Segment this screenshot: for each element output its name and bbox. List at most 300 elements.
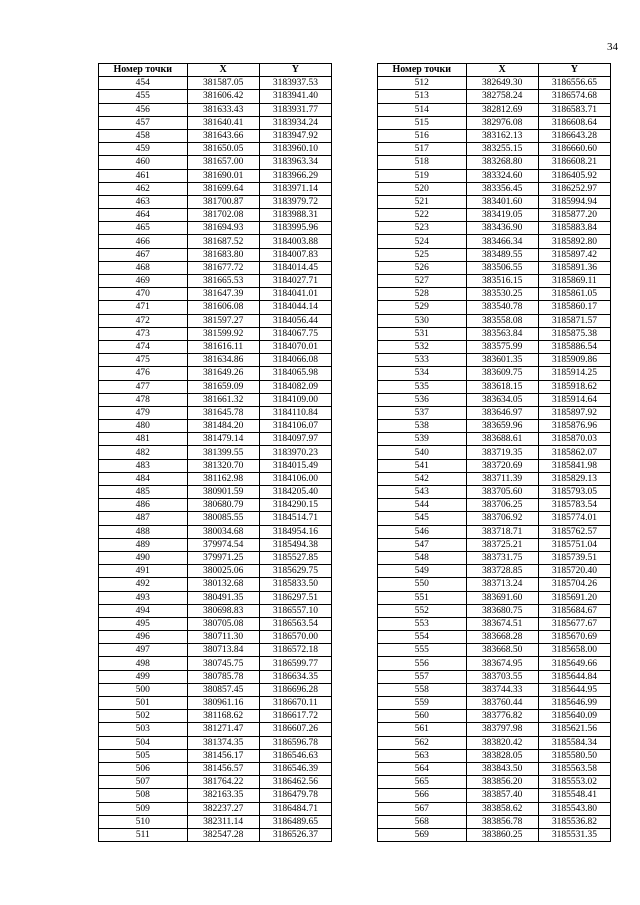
cell-point-number: 503 <box>99 723 188 736</box>
cell-point-number: 548 <box>378 551 467 564</box>
cell-x: 381587.05 <box>187 77 259 90</box>
cell-y: 3185918.62 <box>538 380 610 393</box>
table-row <box>378 354 611 367</box>
cell-y: 3185860.17 <box>538 301 610 314</box>
cell-point-number: 495 <box>99 617 188 630</box>
cell-point-number: 520 <box>378 182 467 195</box>
header-point-number: Номер точки <box>99 64 188 77</box>
cell-x: 380713.84 <box>187 644 259 657</box>
table-row <box>378 90 611 103</box>
cell-x: 380705.08 <box>187 617 259 630</box>
cell-x: 381702.08 <box>187 209 259 222</box>
cell-x: 380034.68 <box>187 525 259 538</box>
table-row <box>99 143 332 156</box>
cell-x: 381699.64 <box>187 182 259 195</box>
cell-x: 381694.93 <box>187 222 259 235</box>
cell-y: 3184067.75 <box>259 327 331 340</box>
cell-x: 381456.17 <box>187 749 259 762</box>
cell-y: 3185783.54 <box>538 499 610 512</box>
cell-x: 382812.69 <box>466 103 538 116</box>
cell-x: 383356.45 <box>466 182 538 195</box>
cell-x: 383516.15 <box>466 275 538 288</box>
table-row <box>378 538 611 551</box>
cell-y: 3185914.25 <box>538 367 610 380</box>
cell-x: 382163.35 <box>187 789 259 802</box>
cell-point-number: 555 <box>378 644 467 657</box>
cell-x: 383843.50 <box>466 762 538 775</box>
cell-y: 3185897.92 <box>538 406 610 419</box>
cell-x: 382758.24 <box>466 90 538 103</box>
cell-point-number: 556 <box>378 657 467 670</box>
cell-point-number: 567 <box>378 802 467 815</box>
cell-point-number: 475 <box>99 354 188 367</box>
table-row <box>378 617 611 630</box>
cell-x: 381665.53 <box>187 275 259 288</box>
cell-x: 381650.05 <box>187 143 259 156</box>
table-row <box>99 77 332 90</box>
cell-y: 3186557.10 <box>259 604 331 617</box>
table-row <box>99 565 332 578</box>
table-row <box>378 828 611 841</box>
cell-x: 383860.25 <box>466 828 538 841</box>
cell-x: 381616.11 <box>187 340 259 353</box>
header-point-number: Номер точки <box>378 64 467 77</box>
table-row <box>378 486 611 499</box>
table-row <box>378 156 611 169</box>
table-row <box>99 591 332 604</box>
cell-y: 3185704.26 <box>538 578 610 591</box>
cell-x: 383618.15 <box>466 380 538 393</box>
table-row <box>378 446 611 459</box>
cell-point-number: 500 <box>99 683 188 696</box>
cell-point-number: 509 <box>99 802 188 815</box>
table-row <box>378 670 611 683</box>
cell-x: 383731.75 <box>466 551 538 564</box>
table-row <box>378 314 611 327</box>
cell-y: 3186462.56 <box>259 776 331 789</box>
table-row <box>99 789 332 802</box>
cell-x: 382976.08 <box>466 116 538 129</box>
cell-y: 3186484.71 <box>259 802 331 815</box>
cell-x: 380698.83 <box>187 604 259 617</box>
table-row <box>378 789 611 802</box>
cell-x: 381484.20 <box>187 420 259 433</box>
cell-y: 3183971.14 <box>259 182 331 195</box>
cell-point-number: 513 <box>378 90 467 103</box>
cell-point-number: 462 <box>99 182 188 195</box>
cell-y: 3184205.40 <box>259 486 331 499</box>
cell-y: 3184954.16 <box>259 525 331 538</box>
cell-point-number: 561 <box>378 723 467 736</box>
cell-x: 381657.00 <box>187 156 259 169</box>
table-row <box>99 538 332 551</box>
cell-point-number: 544 <box>378 499 467 512</box>
cell-y: 3186608.64 <box>538 116 610 129</box>
table-row <box>378 275 611 288</box>
table-row <box>378 723 611 736</box>
cell-x: 380491.35 <box>187 591 259 604</box>
cell-point-number: 512 <box>378 77 467 90</box>
table-row <box>99 578 332 591</box>
table-row <box>378 406 611 419</box>
cell-point-number: 487 <box>99 512 188 525</box>
cell-x: 383856.20 <box>466 776 538 789</box>
table-row <box>378 512 611 525</box>
table-row <box>378 697 611 710</box>
cell-y: 3186596.78 <box>259 736 331 749</box>
cell-x: 383563.84 <box>466 327 538 340</box>
cell-x: 383255.15 <box>466 143 538 156</box>
cell-point-number: 518 <box>378 156 467 169</box>
cell-y: 3185909.86 <box>538 354 610 367</box>
cell-point-number: 464 <box>99 209 188 222</box>
cell-x: 383706.92 <box>466 512 538 525</box>
cell-x: 381606.08 <box>187 301 259 314</box>
cell-x: 383706.25 <box>466 499 538 512</box>
table-row <box>378 143 611 156</box>
table-row <box>99 670 332 683</box>
cell-x: 383401.60 <box>466 195 538 208</box>
cell-x: 379974.54 <box>187 538 259 551</box>
cell-x: 381700.87 <box>187 195 259 208</box>
cell-x: 382649.30 <box>466 77 538 90</box>
table-row <box>378 644 611 657</box>
cell-point-number: 527 <box>378 275 467 288</box>
cell-point-number: 546 <box>378 525 467 538</box>
table-row <box>99 235 332 248</box>
cell-point-number: 471 <box>99 301 188 314</box>
table-row <box>378 235 611 248</box>
cell-x: 381677.72 <box>187 261 259 274</box>
cell-point-number: 569 <box>378 828 467 841</box>
cell-x: 383713.24 <box>466 578 538 591</box>
cell-point-number: 535 <box>378 380 467 393</box>
table-row <box>378 578 611 591</box>
table-row <box>99 604 332 617</box>
cell-point-number: 522 <box>378 209 467 222</box>
cell-y: 3184066.08 <box>259 354 331 367</box>
cell-y: 3185862.07 <box>538 446 610 459</box>
cell-point-number: 531 <box>378 327 467 340</box>
cell-x: 380132.68 <box>187 578 259 591</box>
cell-point-number: 468 <box>99 261 188 274</box>
table-row <box>378 776 611 789</box>
cell-x: 382547.28 <box>187 828 259 841</box>
cell-point-number: 523 <box>378 222 467 235</box>
cell-point-number: 483 <box>99 459 188 472</box>
cell-point-number: 552 <box>378 604 467 617</box>
cell-y: 3186252.97 <box>538 182 610 195</box>
cell-point-number: 537 <box>378 406 467 419</box>
cell-x: 381647.39 <box>187 288 259 301</box>
table-row <box>99 327 332 340</box>
cell-y: 3185871.57 <box>538 314 610 327</box>
table-row <box>99 749 332 762</box>
cell-y: 3185886.54 <box>538 340 610 353</box>
table-row <box>99 340 332 353</box>
cell-point-number: 568 <box>378 815 467 828</box>
table-row <box>378 565 611 578</box>
table-row <box>99 644 332 657</box>
cell-point-number: 457 <box>99 116 188 129</box>
table-row <box>99 380 332 393</box>
cell-y: 3186643.28 <box>538 129 610 142</box>
cell-y: 3184106.07 <box>259 420 331 433</box>
table-row <box>99 169 332 182</box>
cell-point-number: 484 <box>99 472 188 485</box>
table-row <box>99 433 332 446</box>
cell-y: 3185691.20 <box>538 591 610 604</box>
cell-point-number: 463 <box>99 195 188 208</box>
cell-y: 3185739.51 <box>538 551 610 564</box>
cell-y: 3184014.45 <box>259 261 331 274</box>
table-row <box>378 288 611 301</box>
cell-x: 383668.50 <box>466 644 538 657</box>
cell-y: 3185875.38 <box>538 327 610 340</box>
cell-y: 3186297.51 <box>259 591 331 604</box>
cell-point-number: 473 <box>99 327 188 340</box>
cell-y: 3185892.80 <box>538 235 610 248</box>
cell-x: 383609.75 <box>466 367 538 380</box>
cell-y: 3184056.44 <box>259 314 331 327</box>
cell-point-number: 550 <box>378 578 467 591</box>
cell-x: 383674.51 <box>466 617 538 630</box>
cell-y: 3185994.94 <box>538 195 610 208</box>
cell-x: 380961.16 <box>187 697 259 710</box>
cell-y: 3185774.01 <box>538 512 610 525</box>
table-row <box>378 499 611 512</box>
cell-y: 3185793.05 <box>538 486 610 499</box>
table-row <box>99 367 332 380</box>
table-row <box>99 723 332 736</box>
cell-x: 382311.14 <box>187 815 259 828</box>
cell-x: 381690.01 <box>187 169 259 182</box>
cell-y: 3183963.34 <box>259 156 331 169</box>
cell-point-number: 465 <box>99 222 188 235</box>
cell-y: 3185841.98 <box>538 459 610 472</box>
table-row <box>99 486 332 499</box>
cell-point-number: 470 <box>99 288 188 301</box>
cell-y: 3185720.40 <box>538 565 610 578</box>
table-row <box>99 446 332 459</box>
cell-point-number: 534 <box>378 367 467 380</box>
cell-y: 3184041.01 <box>259 288 331 301</box>
cell-point-number: 547 <box>378 538 467 551</box>
cell-x: 383659.96 <box>466 420 538 433</box>
cell-x: 383711.39 <box>466 472 538 485</box>
cell-y: 3183988.31 <box>259 209 331 222</box>
cell-y: 3184070.01 <box>259 340 331 353</box>
cell-point-number: 476 <box>99 367 188 380</box>
cell-point-number: 492 <box>99 578 188 591</box>
cell-point-number: 519 <box>378 169 467 182</box>
cell-point-number: 563 <box>378 749 467 762</box>
table-header-row <box>378 64 611 77</box>
cell-y: 3185649.66 <box>538 657 610 670</box>
cell-y: 3184106.00 <box>259 472 331 485</box>
cell-y: 3185891.36 <box>538 261 610 274</box>
cell-y: 3184027.71 <box>259 275 331 288</box>
table-row <box>378 459 611 472</box>
table-row <box>378 525 611 538</box>
cell-x: 383705.60 <box>466 486 538 499</box>
cell-x: 380025.06 <box>187 565 259 578</box>
cell-x: 383601.35 <box>466 354 538 367</box>
cell-y: 3183966.29 <box>259 169 331 182</box>
cell-point-number: 502 <box>99 710 188 723</box>
cell-y: 3185531.35 <box>538 828 610 841</box>
cell-x: 380785.78 <box>187 670 259 683</box>
cell-y: 3186563.54 <box>259 617 331 630</box>
cell-x: 381683.80 <box>187 248 259 261</box>
cell-x: 381479.14 <box>187 433 259 446</box>
cell-point-number: 454 <box>99 77 188 90</box>
cell-point-number: 516 <box>378 129 467 142</box>
table-header-row <box>99 64 332 77</box>
cell-y: 3186660.60 <box>538 143 610 156</box>
cell-y: 3185914.64 <box>538 393 610 406</box>
cell-x: 383691.60 <box>466 591 538 604</box>
cell-x: 383720.69 <box>466 459 538 472</box>
cell-point-number: 458 <box>99 129 188 142</box>
table-row <box>99 802 332 815</box>
cell-point-number: 558 <box>378 683 467 696</box>
cell-y: 3185629.75 <box>259 565 331 578</box>
cell-x: 383646.97 <box>466 406 538 419</box>
table-row <box>99 156 332 169</box>
cell-point-number: 551 <box>378 591 467 604</box>
cell-y: 3186617.72 <box>259 710 331 723</box>
table-row <box>99 288 332 301</box>
table-row <box>99 762 332 775</box>
table-row <box>99 525 332 538</box>
cell-y: 3185621.56 <box>538 723 610 736</box>
cell-point-number: 505 <box>99 749 188 762</box>
table-row <box>99 129 332 142</box>
cell-x: 381633.43 <box>187 103 259 116</box>
cell-point-number: 553 <box>378 617 467 630</box>
cell-point-number: 515 <box>378 116 467 129</box>
cell-y: 3184003.88 <box>259 235 331 248</box>
cell-y: 3185762.57 <box>538 525 610 538</box>
cell-y: 3185548.41 <box>538 789 610 802</box>
table-row <box>99 182 332 195</box>
cell-point-number: 557 <box>378 670 467 683</box>
table-row <box>378 710 611 723</box>
cell-point-number: 524 <box>378 235 467 248</box>
cell-y: 3186526.37 <box>259 828 331 841</box>
cell-x: 383268.80 <box>466 156 538 169</box>
cell-point-number: 559 <box>378 697 467 710</box>
table-row <box>378 222 611 235</box>
cell-x: 381456.57 <box>187 762 259 775</box>
cell-y: 3186670.11 <box>259 697 331 710</box>
cell-y: 3184082.09 <box>259 380 331 393</box>
cell-point-number: 496 <box>99 631 188 644</box>
table-row <box>99 301 332 314</box>
cell-point-number: 538 <box>378 420 467 433</box>
cell-y: 3186574.68 <box>538 90 610 103</box>
cell-point-number: 536 <box>378 393 467 406</box>
cell-point-number: 562 <box>378 736 467 749</box>
cell-y: 3184007.83 <box>259 248 331 261</box>
cell-x: 381399.55 <box>187 446 259 459</box>
cell-point-number: 486 <box>99 499 188 512</box>
coordinates-table-right <box>377 63 611 842</box>
cell-x: 380085.55 <box>187 512 259 525</box>
cell-x: 383719.35 <box>466 446 538 459</box>
cell-x: 383419.05 <box>466 209 538 222</box>
table-row <box>99 512 332 525</box>
cell-y: 3185897.42 <box>538 248 610 261</box>
cell-y: 3185883.84 <box>538 222 610 235</box>
page-number: 34 <box>607 41 618 53</box>
coordinates-table-left <box>98 63 332 842</box>
cell-y: 3185494.38 <box>259 538 331 551</box>
table-row <box>99 828 332 841</box>
table-row <box>378 657 611 670</box>
cell-y: 3183995.96 <box>259 222 331 235</box>
cell-x: 381606.42 <box>187 90 259 103</box>
cell-x: 381649.26 <box>187 367 259 380</box>
cell-x: 381599.92 <box>187 327 259 340</box>
cell-x: 383674.95 <box>466 657 538 670</box>
cell-point-number: 504 <box>99 736 188 749</box>
table-row <box>99 499 332 512</box>
cell-point-number: 514 <box>378 103 467 116</box>
cell-point-number: 459 <box>99 143 188 156</box>
cell-y: 3186405.92 <box>538 169 610 182</box>
cell-y: 3185829.13 <box>538 472 610 485</box>
cell-x: 383728.85 <box>466 565 538 578</box>
cell-y: 3183970.23 <box>259 446 331 459</box>
cell-point-number: 482 <box>99 446 188 459</box>
cell-y: 3186583.71 <box>538 103 610 116</box>
cell-x: 383820.42 <box>466 736 538 749</box>
cell-point-number: 540 <box>378 446 467 459</box>
table-row <box>99 459 332 472</box>
cell-point-number: 461 <box>99 169 188 182</box>
cell-x: 383506.55 <box>466 261 538 274</box>
cell-y: 3186607.26 <box>259 723 331 736</box>
cell-y: 3185877.20 <box>538 209 610 222</box>
cell-x: 383436.90 <box>466 222 538 235</box>
cell-point-number: 455 <box>99 90 188 103</box>
cell-x: 381597.27 <box>187 314 259 327</box>
table-row <box>99 354 332 367</box>
cell-x: 383540.78 <box>466 301 538 314</box>
cell-point-number: 560 <box>378 710 467 723</box>
cell-point-number: 566 <box>378 789 467 802</box>
cell-x: 383466.34 <box>466 235 538 248</box>
cell-point-number: 549 <box>378 565 467 578</box>
table-row <box>378 248 611 261</box>
cell-x: 383688.61 <box>466 433 538 446</box>
cell-y: 3185536.82 <box>538 815 610 828</box>
cell-point-number: 488 <box>99 525 188 538</box>
header-x: X <box>187 64 259 77</box>
cell-point-number: 533 <box>378 354 467 367</box>
cell-x: 383725.21 <box>466 538 538 551</box>
cell-point-number: 541 <box>378 459 467 472</box>
cell-x: 381162.98 <box>187 472 259 485</box>
cell-point-number: 499 <box>99 670 188 683</box>
cell-y: 3185644.95 <box>538 683 610 696</box>
cell-x: 383857.40 <box>466 789 538 802</box>
cell-x: 383718.71 <box>466 525 538 538</box>
table-row <box>378 472 611 485</box>
cell-x: 383856.78 <box>466 815 538 828</box>
